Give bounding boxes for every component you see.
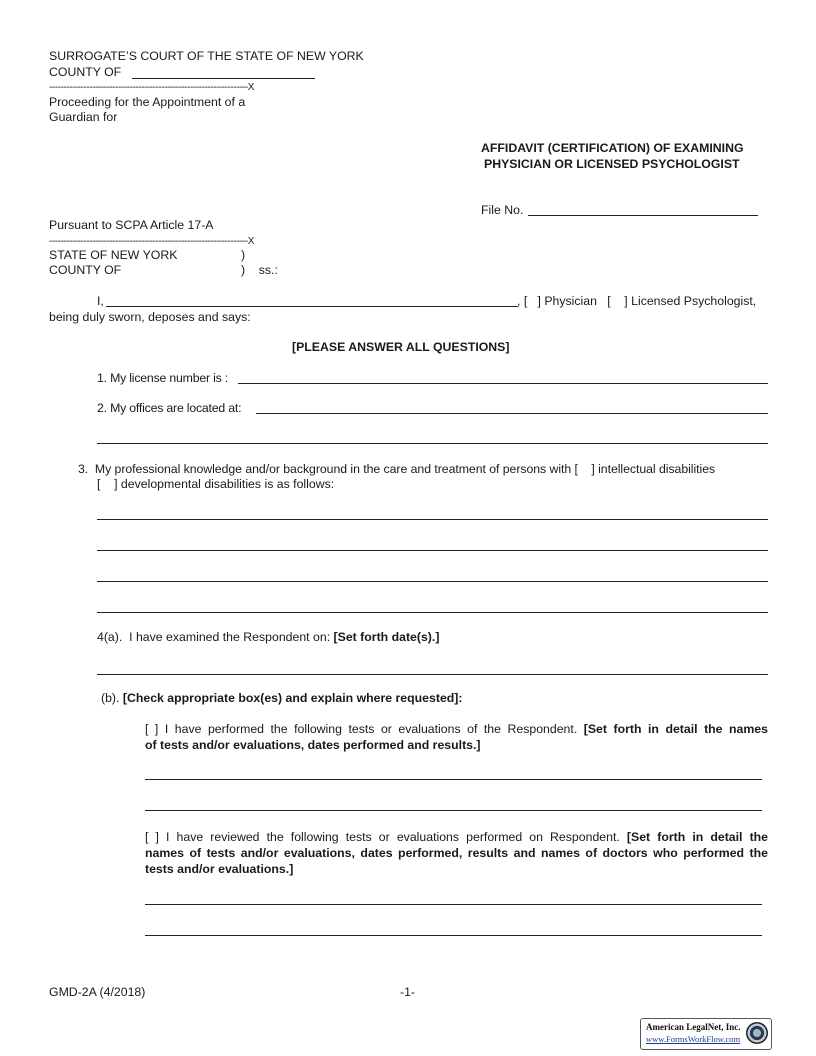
q1-license-blank[interactable]: [238, 383, 768, 384]
q3-answer-line-4[interactable]: [97, 612, 768, 613]
venue-county: COUNTY OF: [49, 263, 122, 277]
option1-line-1: [145, 722, 768, 737]
q2-offices-label: 2. My offices are located at:: [97, 401, 242, 415]
q4b-instruction: [Check appropriate box(es) and explain where requested]:: [122, 691, 463, 705]
q2-offices-blank[interactable]: [256, 413, 768, 414]
pursuant-text: Pursuant to SCPA Article 17-A: [49, 218, 214, 232]
q4a-text: [97, 630, 439, 645]
county-blank[interactable]: [132, 78, 315, 79]
legalnet-logo[interactable]: [640, 1018, 772, 1050]
q4a-label: 4(a). I have examined the Respondent on:: [97, 630, 331, 644]
option2-text[interactable]: [ ] I have reviewed the following tests or evaluations performed on Respondent.: [145, 830, 620, 844]
option2-instruction-2: names of tests and/or evaluations, dates performed, results and names of doctors who performed the: [145, 846, 768, 860]
q3-answer-line-1[interactable]: [97, 519, 768, 520]
physician-psychologist-checkboxes[interactable]: , [ ] Physician [ ] Licensed Psychologist,: [517, 294, 757, 308]
file-no-label: File No.: [481, 203, 524, 217]
q3-line-2: [ ] developmental disabilities is as follows:: [97, 477, 335, 491]
logo-name: American LegalNet, Inc.: [646, 1022, 741, 1032]
q4b-label: (b).: [101, 691, 120, 705]
venue-ss: ) ss.:: [241, 263, 278, 277]
venue-state: STATE OF NEW YORK: [49, 248, 178, 262]
q4a-instruction: [Set forth date(s).]: [333, 630, 440, 644]
county-label: COUNTY OF: [49, 65, 122, 79]
option2-answer-line-1[interactable]: [145, 904, 762, 905]
proceeding-line-1: Proceeding for the Appointment of a: [49, 95, 246, 109]
option2-instruction-1: [Set forth in detail the: [626, 830, 769, 844]
option2-line-1: [145, 830, 768, 845]
file-no-blank[interactable]: [528, 215, 758, 216]
option1-instruction-2: of tests and/or evaluations, dates performed and results.]: [145, 738, 481, 752]
caption-divider-2: ---------------------------------------------------------------------X: [49, 236, 254, 247]
court-heading: SURROGATE’S COURT OF THE STATE OF NEW YORK: [49, 49, 364, 63]
q2-offices-blank-2[interactable]: [97, 443, 768, 444]
document-title-line-2: PHYSICIAN OR LICENSED PSYCHOLOGIST: [484, 157, 740, 171]
affiant-i: I,: [97, 294, 104, 308]
option1-answer-line-2[interactable]: [145, 810, 762, 811]
q4a-answer-line[interactable]: [97, 674, 768, 675]
proceeding-line-2: Guardian for: [49, 110, 118, 124]
sworn-text: being duly sworn, deposes and says:: [49, 310, 251, 324]
logo-seal-icon: [746, 1022, 768, 1044]
affiant-name-blank[interactable]: [106, 306, 518, 307]
option2-instruction-3: tests and/or evaluations.]: [145, 862, 294, 876]
q4b-text: [101, 691, 463, 706]
option1-instruction-1: [Set forth in detail the names: [583, 722, 768, 736]
logo-url[interactable]: www.FormsWorkFlow.com: [646, 1034, 741, 1044]
q3-answer-line-3[interactable]: [97, 581, 768, 582]
q3-answer-line-2[interactable]: [97, 550, 768, 551]
venue-paren: ): [241, 248, 246, 262]
q3-line-1: 3. My professional knowledge and/or background in the care and treatment of persons with [ ] intellectual disabilities: [78, 462, 716, 476]
form-id: GMD-2A (4/2018): [49, 985, 146, 999]
option1-answer-line-1[interactable]: [145, 779, 762, 780]
q1-license-label: 1. My license number is :: [97, 371, 228, 385]
page-number: -1-: [400, 985, 416, 999]
document-title-line-1: AFFIDAVIT (CERTIFICATION) OF EXAMINING: [481, 141, 744, 155]
option1-text[interactable]: [ ] I have performed the following tests or evaluations of the Respondent.: [145, 722, 578, 736]
caption-divider: ---------------------------------------------------------------------X: [49, 82, 254, 93]
option2-answer-line-2[interactable]: [145, 935, 762, 936]
instruction-heading: [PLEASE ANSWER ALL QUESTIONS]: [292, 340, 510, 354]
